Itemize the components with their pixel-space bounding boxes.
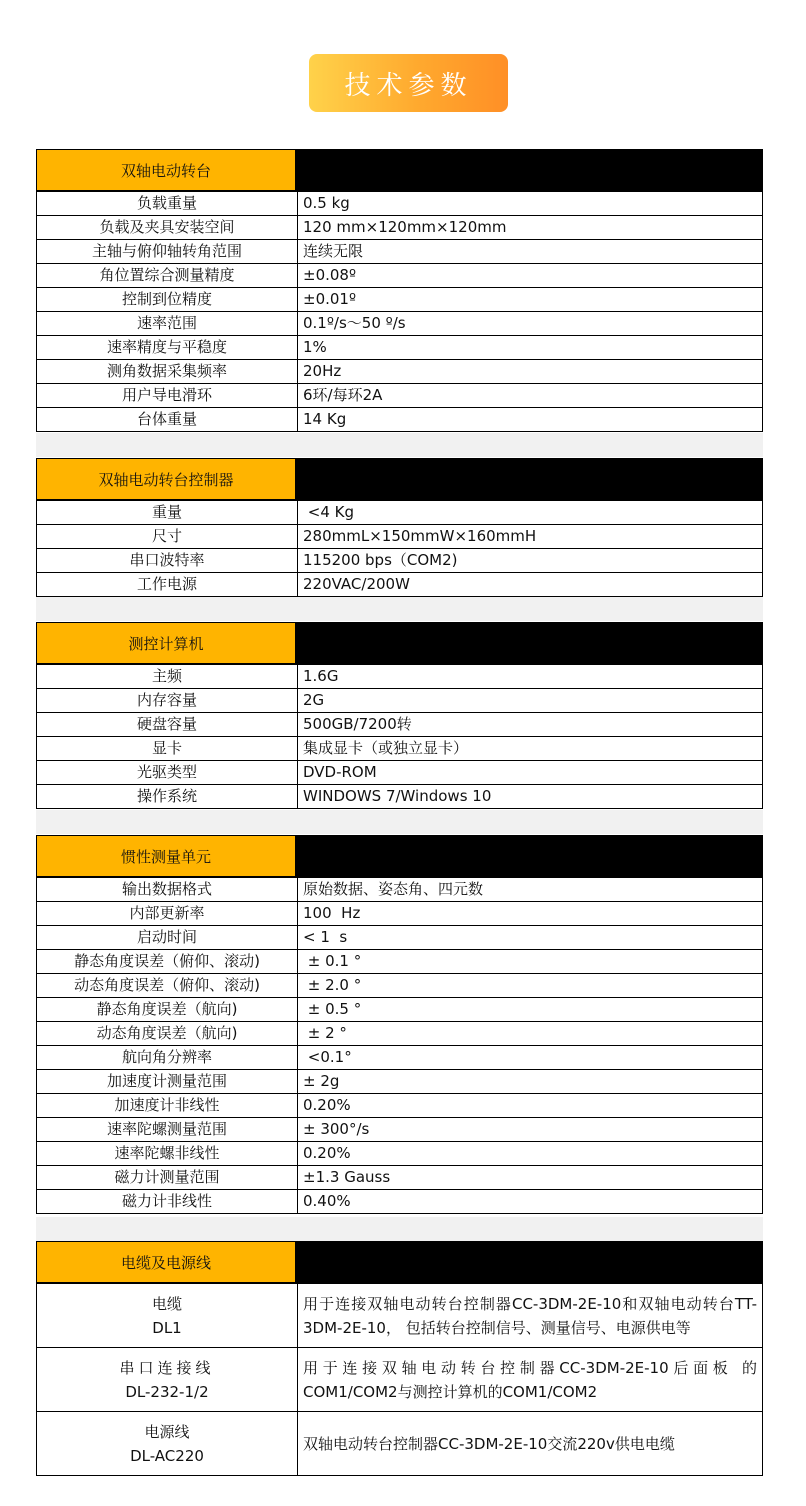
spec-row bbox=[37, 998, 763, 1022]
spec-label: 速率精度与平稳度 bbox=[37, 336, 298, 360]
spec-value: ± 300°/s bbox=[298, 1118, 763, 1142]
spec-label: 加速度计非线性 bbox=[37, 1094, 298, 1118]
spec-value: 0.40% bbox=[298, 1190, 763, 1214]
spec-label: 动态角度误差（俯仰、滚动) bbox=[37, 974, 298, 998]
spec-row bbox=[37, 288, 763, 312]
spec-value: 0.20% bbox=[298, 1094, 763, 1118]
spec-row bbox=[37, 336, 763, 360]
spec-label: 输出数据格式 bbox=[37, 878, 298, 902]
spec-value: ± 0.1 ° bbox=[298, 950, 763, 974]
spec-table bbox=[36, 664, 763, 809]
spec-label: 操作系统 bbox=[37, 785, 298, 809]
spec-value: 14 Kg bbox=[298, 408, 763, 432]
spec-label: 用户导电滑环 bbox=[37, 384, 298, 408]
page-title: 技术参数 bbox=[309, 54, 508, 112]
spec-row bbox=[37, 501, 763, 525]
spec-label: 速率陀螺测量范围 bbox=[37, 1118, 298, 1142]
section-heading: 电缆及电源线 bbox=[36, 1241, 296, 1283]
spec-value: 500GB/7200转 bbox=[298, 713, 763, 737]
spec-row bbox=[37, 785, 763, 809]
spec-label: 控制到位精度 bbox=[37, 288, 298, 312]
section-turntable bbox=[36, 149, 763, 432]
cable-description: 用于连接双轴电动转台控制器CC-3DM-2E-10和双轴电动转台TT-3DM-2E-10， 包括转台控制信号、测量信号、电源供电等 bbox=[298, 1284, 763, 1348]
spec-row bbox=[37, 902, 763, 926]
cable-code: DL1 bbox=[152, 1318, 182, 1337]
spec-value: 0.1º/s～50 º/s bbox=[298, 312, 763, 336]
spec-row bbox=[37, 192, 763, 216]
spec-label: 速率陀螺非线性 bbox=[37, 1142, 298, 1166]
spec-label: 主轴与俯仰轴转角范围 bbox=[37, 240, 298, 264]
spec-value: 0.5 kg bbox=[298, 192, 763, 216]
section-header bbox=[36, 1241, 763, 1283]
spec-value: 集成显卡（或独立显卡） bbox=[298, 737, 763, 761]
spec-label: 负载及夹具安装空间 bbox=[37, 216, 298, 240]
spec-value: 2G bbox=[298, 689, 763, 713]
spec-row bbox=[37, 408, 763, 432]
cable-label bbox=[37, 1348, 298, 1412]
spec-row bbox=[37, 1118, 763, 1142]
spec-row bbox=[37, 1022, 763, 1046]
spec-value: 220VAC/200W bbox=[298, 573, 763, 597]
cable-code: DL-AC220 bbox=[130, 1446, 204, 1465]
spec-value: <0.1° bbox=[298, 1046, 763, 1070]
section-header bbox=[36, 149, 763, 191]
cable-name: 电缆 bbox=[151, 1294, 182, 1313]
spec-label: 启动时间 bbox=[37, 926, 298, 950]
spec-value: 100 Hz bbox=[298, 902, 763, 926]
spec-row bbox=[37, 878, 763, 902]
spec-value: 20Hz bbox=[298, 360, 763, 384]
spec-row bbox=[37, 737, 763, 761]
section-cables bbox=[36, 1241, 763, 1476]
spec-value: WINDOWS 7/Windows 10 bbox=[298, 785, 763, 809]
spec-label: 内存容量 bbox=[37, 689, 298, 713]
cable-description: 双轴电动转台控制器CC-3DM-2E-10交流220v供电电缆 bbox=[298, 1412, 763, 1476]
spec-label: 角位置综合测量精度 bbox=[37, 264, 298, 288]
spec-row bbox=[37, 1094, 763, 1118]
section-header bbox=[36, 835, 763, 877]
spec-row bbox=[37, 1142, 763, 1166]
spec-label: 航向角分辨率 bbox=[37, 1046, 298, 1070]
spec-value: 6环/每环2A bbox=[298, 384, 763, 408]
spec-row bbox=[37, 549, 763, 573]
cable-table bbox=[36, 1283, 763, 1476]
spec-row bbox=[37, 689, 763, 713]
spec-value: 0.20% bbox=[298, 1142, 763, 1166]
spec-label: 重量 bbox=[37, 501, 298, 525]
section-heading: 双轴电动转台 bbox=[36, 149, 296, 191]
spec-value: ± 0.5 ° bbox=[298, 998, 763, 1022]
spec-row bbox=[37, 264, 763, 288]
section-imu bbox=[36, 835, 763, 1214]
spec-row bbox=[37, 360, 763, 384]
spec-table bbox=[36, 877, 763, 1214]
spec-value: 1% bbox=[298, 336, 763, 360]
spec-value: ±0.01º bbox=[298, 288, 763, 312]
spec-table bbox=[36, 500, 763, 597]
spec-row bbox=[37, 974, 763, 998]
spec-value: 280mmL×150mmW×160mmH bbox=[298, 525, 763, 549]
cable-row bbox=[37, 1412, 763, 1476]
spec-label: 主频 bbox=[37, 665, 298, 689]
spec-value: ±1.3 Gauss bbox=[298, 1166, 763, 1190]
section-controller bbox=[36, 458, 763, 597]
spec-value: 连续无限 bbox=[298, 240, 763, 264]
spec-label: 硬盘容量 bbox=[37, 713, 298, 737]
section-computer bbox=[36, 622, 763, 809]
spec-label: 测角数据采集频率 bbox=[37, 360, 298, 384]
spec-label: 速率范围 bbox=[37, 312, 298, 336]
spec-value: 115200 bps（COM2) bbox=[298, 549, 763, 573]
spec-row bbox=[37, 216, 763, 240]
spec-value: 原始数据、姿态角、四元数 bbox=[298, 878, 763, 902]
cable-row bbox=[37, 1284, 763, 1348]
spec-value: ± 2 ° bbox=[298, 1022, 763, 1046]
section-heading: 惯性测量单元 bbox=[36, 835, 296, 877]
spec-row bbox=[37, 713, 763, 737]
spec-label: 负载重量 bbox=[37, 192, 298, 216]
spec-label: 串口波特率 bbox=[37, 549, 298, 573]
spec-label: 尺寸 bbox=[37, 525, 298, 549]
spec-value: 1.6G bbox=[298, 665, 763, 689]
spec-row bbox=[37, 761, 763, 785]
spec-label: 显卡 bbox=[37, 737, 298, 761]
spec-row bbox=[37, 1070, 763, 1094]
spec-row bbox=[37, 1046, 763, 1070]
spec-value: <4 Kg bbox=[298, 501, 763, 525]
spec-row bbox=[37, 950, 763, 974]
spec-value: ±0.08º bbox=[298, 264, 763, 288]
cable-description: 用于连接双轴电动转台控制器CC-3DM-2E-10后面板 的COM1/COM2与测控计算机的COM1/COM2 bbox=[298, 1348, 763, 1412]
spec-table bbox=[36, 191, 763, 432]
spec-label: 动态角度误差（航向) bbox=[37, 1022, 298, 1046]
spec-row bbox=[37, 525, 763, 549]
spec-label: 磁力计非线性 bbox=[37, 1190, 298, 1214]
spec-label: 台体重量 bbox=[37, 408, 298, 432]
cable-code: DL-232-1/2 bbox=[125, 1382, 209, 1401]
spec-row bbox=[37, 312, 763, 336]
cable-row bbox=[37, 1348, 763, 1412]
section-header bbox=[36, 622, 763, 664]
spec-value: DVD-ROM bbox=[298, 761, 763, 785]
cable-label bbox=[37, 1284, 298, 1348]
spec-row bbox=[37, 926, 763, 950]
spec-label: 加速度计测量范围 bbox=[37, 1070, 298, 1094]
spec-label: 内部更新率 bbox=[37, 902, 298, 926]
spec-label: 静态角度误差（俯仰、滚动) bbox=[37, 950, 298, 974]
spec-row bbox=[37, 240, 763, 264]
cable-name: 串口连接线 bbox=[119, 1358, 215, 1377]
spec-label: 光驱类型 bbox=[37, 761, 298, 785]
spec-value: ± 2g bbox=[298, 1070, 763, 1094]
spec-label: 磁力计测量范围 bbox=[37, 1166, 298, 1190]
cable-label bbox=[37, 1412, 298, 1476]
spec-label: 工作电源 bbox=[37, 573, 298, 597]
spec-value: 120 mm×120mm×120mm bbox=[298, 216, 763, 240]
section-header bbox=[36, 458, 763, 500]
spec-value: ± 2.0 ° bbox=[298, 974, 763, 998]
spec-label: 静态角度误差（航向) bbox=[37, 998, 298, 1022]
spec-row bbox=[37, 384, 763, 408]
spec-row bbox=[37, 573, 763, 597]
cable-name: 电源线 bbox=[144, 1422, 190, 1441]
spec-row bbox=[37, 665, 763, 689]
spec-row bbox=[37, 1190, 763, 1214]
section-heading: 双轴电动转台控制器 bbox=[36, 458, 296, 500]
spec-row bbox=[37, 1166, 763, 1190]
section-heading: 测控计算机 bbox=[36, 622, 296, 664]
spec-value: < 1 s bbox=[298, 926, 763, 950]
